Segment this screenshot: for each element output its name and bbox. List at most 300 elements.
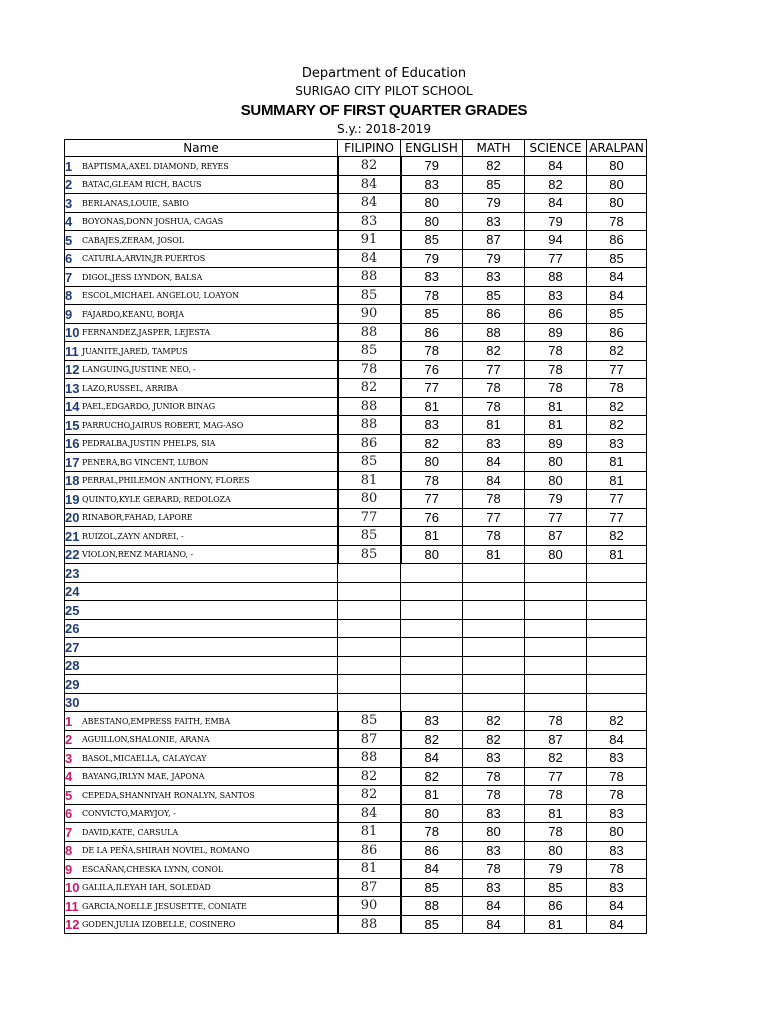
grade-filipino: 84: [338, 194, 401, 213]
grade-filipino: 88: [338, 323, 401, 342]
col-header-aralpan: ARALPAN: [587, 140, 647, 157]
grade-english: 84: [401, 749, 463, 768]
row-number: 11: [65, 898, 79, 914]
grade-filipino: 84: [338, 175, 401, 194]
row-number: 9: [65, 306, 73, 322]
grade-english: 83: [401, 268, 463, 287]
grade-english: 80: [401, 453, 463, 472]
grade-english: 81: [401, 527, 463, 546]
row-number: 7: [65, 269, 73, 285]
student-row: [65, 897, 647, 916]
blank-name-cell: [65, 582, 338, 601]
blank-grade-cell: [463, 619, 525, 638]
blank-grade-cell: [587, 619, 647, 638]
grade-science: 80: [525, 453, 587, 472]
grade-filipino: 82: [338, 379, 401, 398]
grade-english: 76: [401, 508, 463, 527]
student-name: LAZO,RUSSEL, ARRIBA: [82, 383, 178, 393]
student-name: CEPEDA,SHANNIYAH RONALYN, SANTOS: [82, 790, 255, 800]
blank-grade-cell: [338, 601, 401, 620]
student-name-cell: [65, 545, 338, 564]
student-name: PAEL,EDGARDO, JUNIOR BINAG: [82, 402, 215, 411]
student-name: GODEN,JULIA IZOBELLE, COSINERO: [82, 920, 236, 929]
blank-grade-cell: [463, 582, 525, 601]
grade-aralpan: 83: [587, 804, 647, 823]
row-number: 3: [65, 750, 73, 766]
student-name-cell: [65, 379, 338, 398]
grade-math: 83: [463, 268, 525, 287]
grade-science: 87: [525, 527, 587, 546]
grade-science: 78: [525, 360, 587, 379]
grade-filipino: 88: [338, 397, 401, 416]
grade-math: 83: [463, 212, 525, 231]
blank-name-cell: [65, 601, 338, 620]
col-header-math: MATH: [463, 140, 525, 157]
grade-science: 94: [525, 231, 587, 250]
student-name: RUIZOL,ZAYN ANDREI, -: [82, 531, 184, 541]
student-name: LANGUING,JUSTINE NEO, -: [82, 365, 196, 374]
grade-aralpan: 84: [587, 268, 647, 287]
blank-grade-cell: [338, 693, 401, 712]
grade-filipino: 78: [338, 360, 401, 379]
grade-english: 85: [401, 878, 463, 897]
student-name-cell: [65, 453, 338, 472]
blank-grade-cell: [587, 656, 647, 675]
grade-math: 79: [463, 194, 525, 213]
student-name-cell: [65, 712, 338, 731]
grade-english: 79: [401, 157, 463, 176]
grade-math: 78: [463, 786, 525, 805]
grade-aralpan: 82: [587, 342, 647, 361]
row-number: 1: [65, 713, 73, 729]
student-name: CATURLA,ARVIN,JR PUERTOS: [82, 254, 206, 263]
row-number: 4: [65, 214, 73, 229]
grade-science: 79: [525, 212, 587, 231]
grade-aralpan: 86: [587, 323, 647, 342]
student-row: [65, 878, 647, 897]
grade-english: 81: [401, 786, 463, 805]
grade-filipino: 81: [338, 860, 401, 879]
student-name: PARRUCHO,JAIRUS ROBERT, MAG-ASO: [82, 420, 244, 430]
grade-english: 83: [401, 175, 463, 194]
grade-aralpan: 82: [587, 397, 647, 416]
grade-science: 79: [525, 490, 587, 509]
student-name: JUANITE,JARED, TAMPUS: [82, 346, 188, 356]
student-row: [65, 157, 647, 176]
student-name: QUINTO,KYLE GERARD, REDOLOZA: [82, 494, 231, 504]
row-number: 24: [65, 584, 80, 599]
grade-english: 82: [401, 434, 463, 453]
grade-filipino: 82: [338, 767, 401, 786]
student-name: GALILA,ILEYAH IAH, SOLEDAD: [82, 883, 211, 892]
grade-aralpan: 81: [587, 545, 647, 564]
grade-math: 88: [463, 323, 525, 342]
blank-name-cell: [65, 656, 338, 675]
student-name: VIOLON,RENZ MARIANO, -: [82, 550, 193, 559]
row-number: 20: [65, 510, 80, 525]
grade-math: 78: [463, 379, 525, 398]
grade-english: 78: [401, 471, 463, 490]
blank-row: [65, 619, 647, 638]
grade-aralpan: 78: [587, 212, 647, 231]
grade-filipino: 85: [338, 527, 401, 546]
grade-math: 79: [463, 249, 525, 268]
student-row: [65, 490, 647, 509]
grade-aralpan: 80: [587, 823, 647, 842]
grade-aralpan: 85: [587, 249, 647, 268]
grade-aralpan: 78: [587, 860, 647, 879]
student-name-cell: [65, 730, 338, 749]
blank-grade-cell: [338, 582, 401, 601]
row-number: 10: [65, 325, 80, 340]
blank-row: [65, 675, 647, 694]
grade-aralpan: 84: [587, 730, 647, 749]
row-number: 23: [65, 565, 80, 581]
student-row: [65, 379, 647, 398]
grade-math: 81: [463, 545, 525, 564]
blank-grade-cell: [401, 656, 463, 675]
grade-math: 80: [463, 823, 525, 842]
student-row: [65, 249, 647, 268]
student-name-cell: [65, 508, 338, 527]
grade-math: 87: [463, 231, 525, 250]
blank-grade-cell: [463, 656, 525, 675]
grade-filipino: 84: [338, 804, 401, 823]
grade-science: 81: [525, 915, 587, 934]
blank-grade-cell: [401, 564, 463, 583]
grade-english: 86: [401, 323, 463, 342]
grade-science: 78: [525, 786, 587, 805]
blank-grade-cell: [338, 675, 401, 694]
grade-science: 82: [525, 175, 587, 194]
blank-grade-cell: [338, 638, 401, 657]
grade-filipino: 84: [338, 249, 401, 268]
student-name: ESCAÑAN,CHESKA LYNN, CONOL: [82, 864, 224, 874]
student-name-cell: [65, 194, 338, 213]
row-number: 18: [65, 473, 80, 488]
row-number: 21: [65, 528, 80, 544]
grade-aralpan: 77: [587, 490, 647, 509]
student-row: [65, 730, 647, 749]
student-name-cell: [65, 231, 338, 250]
student-name-cell: [65, 249, 338, 268]
student-name: FERNANDEZ,JASPER, LEJESTA: [82, 328, 211, 337]
student-name: ESCOL,MICHAEL ANGELOU, LOAYON: [82, 291, 240, 300]
grade-science: 78: [525, 712, 587, 731]
blank-row: [65, 656, 647, 675]
grade-english: 83: [401, 712, 463, 731]
student-name: DE LA PEÑA,SHIRAH NOVIEL, ROMANO: [82, 846, 250, 855]
grade-english: 81: [401, 397, 463, 416]
blank-name-cell: [65, 638, 338, 657]
student-name: DAVID,KATE, CARSULA: [82, 827, 178, 837]
grade-english: 80: [401, 804, 463, 823]
student-row: [65, 749, 647, 768]
grade-english: 82: [401, 767, 463, 786]
student-name: FAJARDO,KEANU, BORJA: [82, 309, 184, 319]
grade-science: 78: [525, 379, 587, 398]
student-name: PENERA,BG VINCENT, LUBON: [82, 457, 209, 467]
student-name-cell: [65, 878, 338, 897]
grade-math: 82: [463, 157, 525, 176]
blank-grade-cell: [587, 675, 647, 694]
grade-aralpan: 82: [587, 527, 647, 546]
grade-english: 80: [401, 545, 463, 564]
row-number: 5: [65, 787, 73, 803]
student-name: CABAJES,ZERAM, JOSOL: [82, 235, 184, 245]
blank-grade-cell: [525, 656, 587, 675]
grade-filipino: 85: [338, 712, 401, 731]
grades-table: [64, 139, 647, 934]
grade-english: 82: [401, 730, 463, 749]
grade-aralpan: 83: [587, 749, 647, 768]
blank-grade-cell: [401, 675, 463, 694]
blank-grade-cell: [525, 638, 587, 657]
grade-filipino: 85: [338, 453, 401, 472]
grade-english: 77: [401, 490, 463, 509]
grade-math: 77: [463, 508, 525, 527]
row-number: 12: [65, 917, 80, 932]
grade-filipino: 86: [338, 434, 401, 453]
grade-filipino: 82: [338, 786, 401, 805]
row-number: 25: [65, 602, 80, 618]
grade-science: 80: [525, 841, 587, 860]
grade-filipino: 82: [338, 157, 401, 176]
row-number: 27: [65, 639, 80, 655]
grade-science: 77: [525, 249, 587, 268]
grade-filipino: 81: [338, 823, 401, 842]
student-name-cell: [65, 527, 338, 546]
col-header-science: SCIENCE: [525, 140, 587, 157]
blank-grade-cell: [525, 619, 587, 638]
grade-english: 79: [401, 249, 463, 268]
grade-science: 78: [525, 342, 587, 361]
grade-filipino: 88: [338, 915, 401, 934]
student-name: PERRAL,PHILEMON ANTHONY, FLORES: [82, 476, 250, 485]
grade-aralpan: 77: [587, 508, 647, 527]
blank-grade-cell: [525, 564, 587, 583]
student-name-cell: [65, 286, 338, 305]
grade-aralpan: 86: [587, 231, 647, 250]
student-name-cell: [65, 786, 338, 805]
blank-grade-cell: [587, 582, 647, 601]
blank-grade-cell: [525, 582, 587, 601]
student-name-cell: [65, 323, 338, 342]
grade-filipino: 90: [338, 305, 401, 324]
grade-science: 81: [525, 397, 587, 416]
grade-math: 78: [463, 490, 525, 509]
grade-math: 85: [463, 286, 525, 305]
student-row: [65, 212, 647, 231]
grade-science: 82: [525, 749, 587, 768]
grade-filipino: 85: [338, 545, 401, 564]
row-number: 15: [65, 417, 80, 433]
grade-filipino: 91: [338, 231, 401, 250]
student-name: CONVICTO,MARYJOY, -: [82, 809, 176, 818]
student-name: ABESTANO,EMPRESS FAITH, EMBA: [82, 716, 231, 726]
grade-english: 84: [401, 860, 463, 879]
student-name: BAYANG,IRLYN MAE, JAPONA: [82, 772, 205, 781]
row-number: 13: [65, 380, 80, 396]
row-number: 9: [65, 861, 73, 877]
blank-grade-cell: [525, 601, 587, 620]
grade-aralpan: 83: [587, 434, 647, 453]
student-row: [65, 508, 647, 527]
grade-english: 78: [401, 823, 463, 842]
grade-math: 84: [463, 897, 525, 916]
student-row: [65, 175, 647, 194]
student-name-cell: [65, 471, 338, 490]
grade-science: 86: [525, 305, 587, 324]
row-number: 1: [65, 158, 73, 174]
blank-grade-cell: [401, 582, 463, 601]
row-number: 5: [65, 232, 73, 248]
blank-grade-cell: [525, 693, 587, 712]
grade-math: 82: [463, 730, 525, 749]
student-name-cell: [65, 841, 338, 860]
student-row: [65, 804, 647, 823]
student-name-cell: [65, 342, 338, 361]
student-row: [65, 268, 647, 287]
grade-filipino: 88: [338, 268, 401, 287]
student-row: [65, 231, 647, 250]
student-name-cell: [65, 823, 338, 842]
blank-name-cell: [65, 619, 338, 638]
grade-filipino: 83: [338, 212, 401, 231]
blank-grade-cell: [525, 675, 587, 694]
department-heading: Department of Education: [301, 66, 467, 81]
grade-aralpan: 85: [587, 305, 647, 324]
grade-english: 83: [401, 416, 463, 435]
row-number: 30: [65, 695, 80, 710]
row-number: 2: [65, 177, 73, 192]
grade-aralpan: 83: [587, 878, 647, 897]
blank-name-cell: [65, 675, 338, 694]
grade-filipino: 87: [338, 878, 401, 897]
student-name: BASOL,MICAELLA, CALAYCAY: [82, 753, 207, 763]
row-number: 29: [65, 676, 80, 692]
student-row: [65, 360, 647, 379]
grade-aralpan: 78: [587, 786, 647, 805]
blank-grade-cell: [587, 638, 647, 657]
grade-aralpan: 80: [587, 175, 647, 194]
student-name-cell: [65, 804, 338, 823]
student-name: AGUILLON,SHALONIE, ARANA: [82, 735, 210, 744]
student-row: [65, 416, 647, 435]
grade-aralpan: 80: [587, 157, 647, 176]
student-name-cell: [65, 268, 338, 287]
grade-science: 87: [525, 730, 587, 749]
student-name: PEDRALBA,JUSTIN PHELPS, SIA: [82, 439, 216, 448]
student-name: RINABOR,FAHAD, LAPORE: [82, 513, 193, 522]
student-name-cell: [65, 767, 338, 786]
grade-science: 84: [525, 194, 587, 213]
grade-math: 83: [463, 804, 525, 823]
grade-aralpan: 83: [587, 841, 647, 860]
grade-science: 83: [525, 286, 587, 305]
student-name: BOYONAS,DONN JOSHUA, CAGAS: [82, 217, 223, 226]
student-name: BAPTISMA,AXEL DIAMOND, REYES: [82, 161, 229, 171]
blank-grade-cell: [587, 601, 647, 620]
grade-aralpan: 80: [587, 194, 647, 213]
student-row: [65, 397, 647, 416]
grade-english: 85: [401, 305, 463, 324]
row-number: 7: [65, 824, 73, 840]
grade-science: 85: [525, 878, 587, 897]
row-number: 19: [65, 491, 80, 507]
grade-science: 77: [525, 508, 587, 527]
grade-science: 81: [525, 416, 587, 435]
student-row: [65, 712, 647, 731]
grade-english: 77: [401, 379, 463, 398]
blank-grade-cell: [338, 656, 401, 675]
grade-science: 81: [525, 804, 587, 823]
grade-math: 83: [463, 878, 525, 897]
student-name-cell: [65, 157, 338, 176]
grade-math: 83: [463, 434, 525, 453]
grade-science: 80: [525, 545, 587, 564]
grade-aralpan: 81: [587, 471, 647, 490]
grade-aralpan: 84: [587, 897, 647, 916]
student-row: [65, 823, 647, 842]
student-name: BERLANAS,LOUIE, SABIO: [82, 198, 189, 208]
grade-science: 88: [525, 268, 587, 287]
grade-filipino: 90: [338, 897, 401, 916]
grade-math: 84: [463, 915, 525, 934]
student-row: [65, 786, 647, 805]
grade-english: 80: [401, 212, 463, 231]
grade-english: 85: [401, 231, 463, 250]
grade-aralpan: 81: [587, 453, 647, 472]
row-number: 4: [65, 769, 73, 784]
grade-science: 84: [525, 157, 587, 176]
grade-math: 84: [463, 471, 525, 490]
student-name-cell: [65, 175, 338, 194]
student-name-cell: [65, 897, 338, 916]
row-number: 14: [65, 399, 80, 414]
grade-math: 83: [463, 841, 525, 860]
grade-english: 88: [401, 897, 463, 916]
header-row: [65, 140, 647, 157]
student-name: BATAC,GLEAM RICH, BACUS: [82, 180, 202, 189]
grade-filipino: 81: [338, 471, 401, 490]
blank-row: [65, 638, 647, 657]
blank-grade-cell: [587, 564, 647, 583]
grade-english: 86: [401, 841, 463, 860]
blank-grade-cell: [587, 693, 647, 712]
grade-math: 86: [463, 305, 525, 324]
row-number: 12: [65, 362, 80, 377]
blank-grade-cell: [401, 638, 463, 657]
page-title: SUMMARY OF FIRST QUARTER GRADES: [240, 102, 528, 119]
student-name-cell: [65, 749, 338, 768]
student-name: GARCIA,NOELLE JESUSETTE, CONIATE: [82, 901, 247, 911]
student-row: [65, 545, 647, 564]
student-name-cell: [65, 860, 338, 879]
student-row: [65, 434, 647, 453]
blank-grade-cell: [463, 693, 525, 712]
blank-row: [65, 601, 647, 620]
grade-filipino: 87: [338, 730, 401, 749]
blank-grade-cell: [338, 619, 401, 638]
grade-english: 80: [401, 194, 463, 213]
grade-science: 89: [525, 323, 587, 342]
student-row: [65, 471, 647, 490]
grade-math: 82: [463, 712, 525, 731]
student-row: [65, 915, 647, 934]
row-number: 6: [65, 806, 73, 821]
grade-filipino: 88: [338, 749, 401, 768]
